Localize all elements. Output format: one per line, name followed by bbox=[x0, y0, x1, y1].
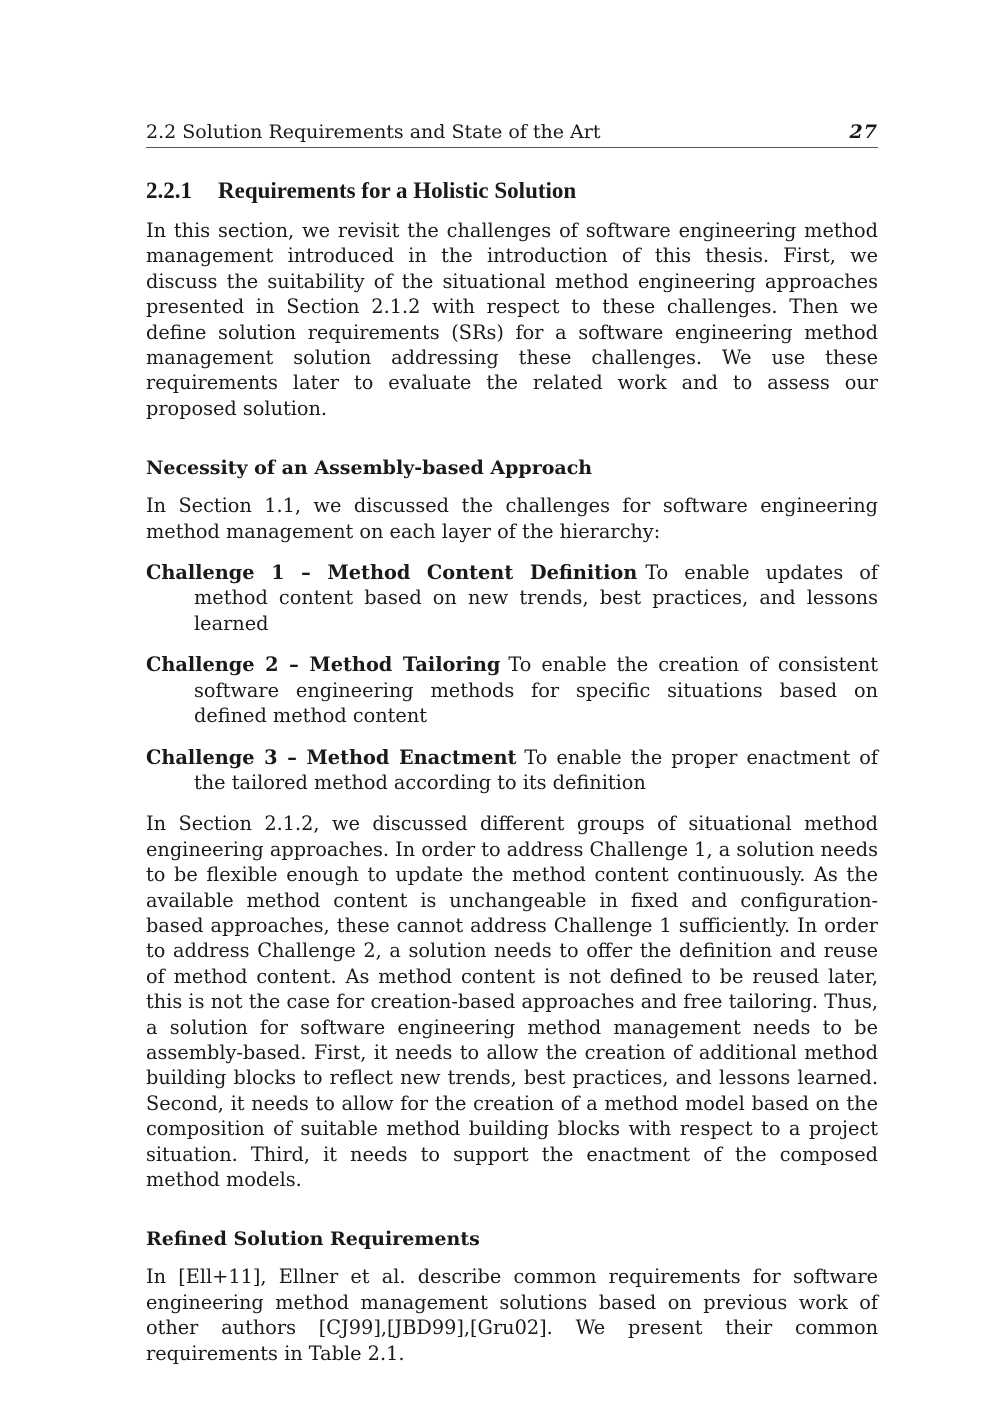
section-title: Requirements for a Holistic Solution bbox=[218, 178, 577, 203]
page-content bbox=[146, 118, 878, 1366]
challenge-item-2 bbox=[146, 652, 878, 728]
section-heading bbox=[146, 174, 878, 208]
challenge-text: To enable the creation of consistent software engineering methods for specific situations based on defined method content bbox=[194, 653, 878, 728]
challenge-text: To enable updates of method content based on new trends, best practices, and lessons learned bbox=[194, 561, 879, 635]
challenge-item-1 bbox=[146, 560, 878, 636]
challenge-text: To enable the proper enactment of the tailored method according to its definition bbox=[194, 745, 878, 794]
running-head-title: 2.2 Solution Requirements and State of the Art bbox=[146, 121, 601, 143]
subsection-body-paragraph: In Section 2.1.2, we discussed different groups of situational method engineering approaches. In order to address Challenge 1, a solution needs to be flexible enough to update the method content continuously. As the available method content is unchangeable in fixed and configuration-based approaches, these cannot address Challenge 1 sufficiently. In order to address Challenge 2, a solution needs to offer the definition and reuse of method content. As method content is not defined to be reused later, this is not the case for creation-based approaches and free tailoring. Thus, a solution for software engineering method management needs to be assembly-based. First, it needs to allow the creation of additional method building blocks to reflect new trends, best practices, and lessons learned. Second, it needs to allow for the creation of a method model based on the composition of suitable method building blocks with respect to a project situation. Third, it needs to support the enactment of the composed method models. bbox=[146, 812, 878, 1191]
section-number: 2.2.1 bbox=[146, 178, 192, 203]
subsection-intro-paragraph: In Section 1.1, we discussed the challenges for software engineering method management on each layer of the hierarchy: bbox=[146, 494, 878, 543]
subsection-heading-refined: Refined Solution Requirements bbox=[146, 1228, 480, 1251]
refined-requirements-paragraph: In [Ell+11], Ellner et al. describe common requirements for software engineering method management solutions based on previous work of other authors [CJ99],[JBD99],[Gru02]. We present their common requirements in Table 2.1. bbox=[146, 1265, 878, 1365]
challenge-label: Challenge 3 – Method Enactment bbox=[146, 745, 517, 769]
page-number: 27 bbox=[849, 121, 878, 143]
subsection-heading-assembly: Necessity of an Assembly-based Approach bbox=[146, 457, 593, 480]
challenge-label: Challenge 1 – Method Content Definition bbox=[146, 561, 638, 585]
running-head bbox=[146, 118, 878, 148]
challenge-label: Challenge 2 – Method Tailoring bbox=[146, 653, 501, 677]
section-intro-paragraph: In this section, we revisit the challenges of software engineering method management introduced in the introduction of this thesis. First, we discuss the suitability of the situational method engineering approaches presented in Section 2.1.2 with respect to these challenges. Then we define solution requirements (SRs) for a software engineering method management solution addressing these challenges. We use these requirements later to evaluate the related work and to assess our proposed solution. bbox=[146, 219, 878, 420]
challenge-item-3 bbox=[146, 745, 878, 796]
